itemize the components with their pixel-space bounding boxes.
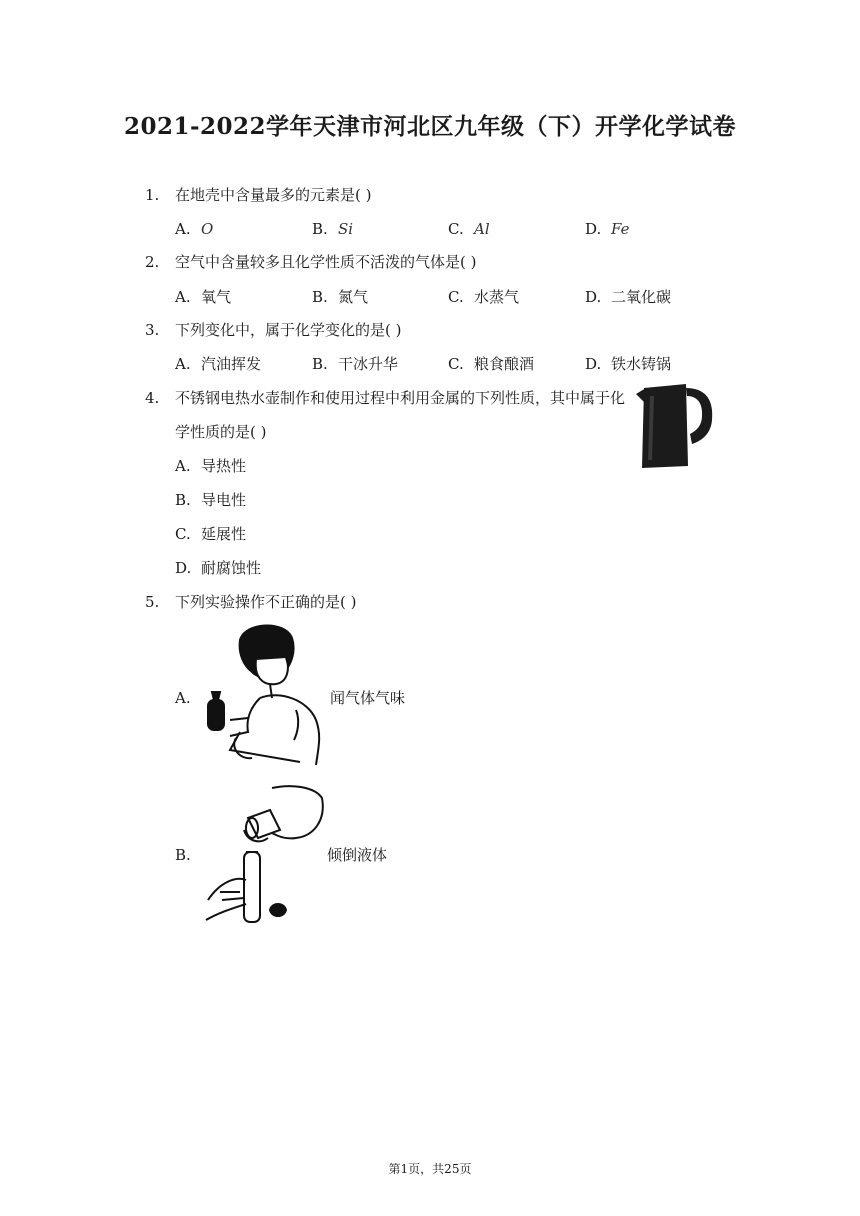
question-text: 空气中含量较多且化学性质不活泼的气体是( ): [175, 253, 477, 271]
question-text: 不锈钢电热水壶制作和使用过程中利用金属的下列性质，其中属于化: [175, 389, 626, 407]
option-b: B. 氮气: [312, 288, 369, 306]
option-b: B. 导电性: [175, 491, 247, 509]
pour-liquid-illustration: [200, 780, 330, 930]
option-b-caption: 倾倒液体: [327, 846, 388, 864]
option-a: A. 汽油挥发: [175, 355, 262, 373]
question-number: 4.: [145, 389, 160, 407]
option-b: B.: [175, 846, 191, 864]
question-text: 下列变化中，属于化学变化的是( ): [175, 321, 402, 339]
page-footer: 第1页，共25页: [388, 1162, 472, 1176]
question-number: 1.: [145, 186, 160, 204]
question-text: 在地壳中含量最多的元素是( ): [175, 186, 372, 204]
question-number: 5.: [145, 593, 160, 611]
question-number: 3.: [145, 321, 160, 339]
option-c: C. 延展性: [175, 525, 247, 543]
question-number: 2.: [145, 253, 160, 271]
option-d: D. Fe: [585, 220, 630, 238]
option-d: D. 铁水铸锅: [585, 355, 672, 373]
option-a: A. O: [175, 220, 214, 238]
smell-gas-illustration: [200, 620, 325, 770]
exam-title: 2021-2022学年天津市河北区九年级（下）开学化学试卷: [123, 113, 737, 140]
question-text: 下列实验操作不正确的是( ): [175, 593, 357, 611]
option-a: A. 氧气: [175, 288, 232, 306]
option-d: D. 耐腐蚀性: [175, 559, 262, 577]
option-c: C. 粮食酿酒: [448, 355, 535, 373]
option-a: A. 导热性: [175, 457, 247, 475]
option-b: B. 干冰升华: [312, 355, 399, 373]
kettle-illustration: [632, 380, 718, 472]
option-d: D. 二氧化碳: [585, 288, 672, 306]
option-c: C. 水蒸气: [448, 288, 520, 306]
question-text: 学性质的是( ): [175, 423, 267, 441]
option-c: C. Al: [448, 220, 490, 238]
option-b: B. Si: [312, 220, 354, 238]
option-a-caption: 闻气体气味: [330, 689, 406, 707]
option-a: A.: [175, 689, 191, 707]
